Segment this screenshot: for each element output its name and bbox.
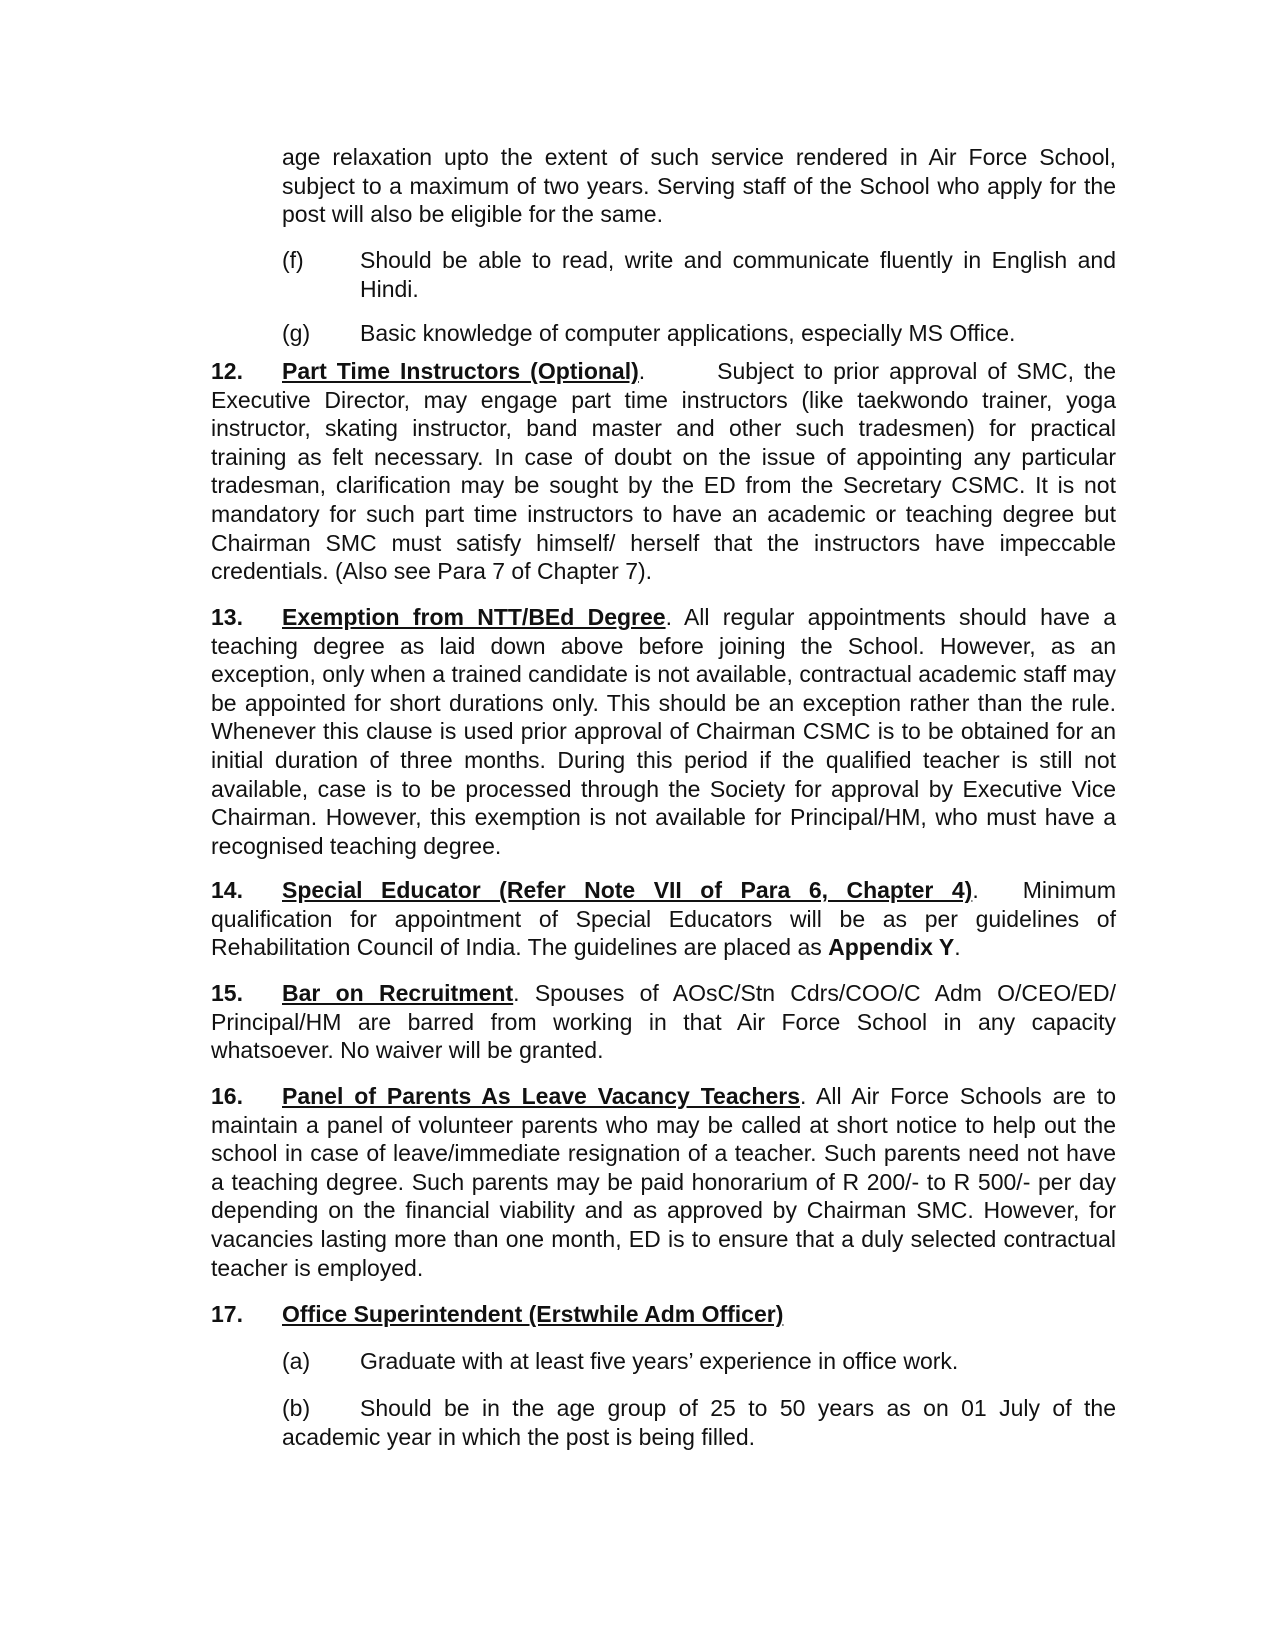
item-a xyxy=(282,1347,1116,1376)
appendix-reference: Appendix Y xyxy=(828,934,955,961)
paragraph-number: 16. xyxy=(211,1083,243,1109)
continuation-text: age relaxation upto the extent of such service rendered in Air Force School, subject to a maximum of two years. Serving staff of the School who apply for the post will also be eligible for the same. xyxy=(282,144,1116,228)
paragraph-body: Spouses of AOsC/Stn Cdrs/COO/C Adm O/CEO/ED/ Principal/HM are barred from working in that Air Force School in any capacity whatsoever. No waiver will be granted. xyxy=(211,980,1117,1064)
item-a-text: Graduate with at least five years’ experience in office work. xyxy=(360,1348,959,1374)
paragraph-heading: Exemption from NTT/BEd Degree xyxy=(282,604,666,630)
paragraph-heading: Part Time Instructors (Optional) xyxy=(282,358,639,384)
paragraph-17 xyxy=(211,1300,1116,1329)
paragraph-body: All Air Force Schools are to maintain a panel of volunteer parents who may be called at short notice to help out the school in case of leave/immediate resignation of a teacher. Such parents need not have a teaching degree. Such parents may be paid honorarium of R 200/- to R 500/- per day depending on the financial viability and as approved by Chairman SMC. However, for vacancies lasting more than one month, ED is to ensure that a duly selected contractual teacher is employed. xyxy=(211,1083,1116,1281)
paragraph-number: 15. xyxy=(211,980,243,1006)
paragraph-number: 12. xyxy=(211,358,243,384)
item-b-label: (b) xyxy=(282,1395,311,1421)
paragraph-heading: Bar on Recruitment xyxy=(282,980,514,1006)
item-g xyxy=(282,319,1116,348)
paragraph-number: 13. xyxy=(211,604,243,630)
item-b xyxy=(282,1394,1116,1451)
paragraph-heading: Office Superintendent (Erstwhile Adm Officer) xyxy=(282,1301,784,1327)
paragraph-number: 17. xyxy=(211,1301,243,1327)
item-f-label: (f) xyxy=(282,247,304,273)
item-g-text: Basic knowledge of computer applications, especially MS Office. xyxy=(360,320,1016,346)
paragraph-15: 15. Bar on Recruitment. Spouses of AOsC/Stn Cdrs/COO/C Adm O/CEO/ED/ Principal/HM are barred from working in that Air Force School in any capacity whatsoever. No waiver will be granted. xyxy=(211,980,1117,1064)
paragraph-body: All regular appointments should have a teaching degree as laid down above before joining the School. However, as an exception, only when a trained candidate is not available, contractual academic staff may be appointed for short durations only. This should be an exception rather than the rule. Whenever this clause is used prior approval of Chairman CSMC is to be obtained for an initial duration of three months. During this period if the qualified teacher is still not available, case is to be processed through the Society for approval by Executive Vice Chairman. However, this exemption is not available for Principal/HM, who must have a recognised teaching degree. xyxy=(211,604,1116,859)
paragraph-13: 13. Exemption from NTT/BEd Degree. All regular appointments should have a teaching degree as laid down above before joining the School. However, as an exception, only when a trained candidate is not available, contractual academic staff may be appointed for short durations only. This should be an exception rather than the rule. Whenever this clause is used prior approval of Chairman CSMC is to be obtained for an initial duration of three months. During this period if the qualified teacher is still not available, case is to be processed through the Society for approval by Executive Vice Chairman. However, this exemption is not available for Principal/HM, who must have a recognised teaching degree. xyxy=(211,604,1116,859)
item-f xyxy=(282,246,1116,303)
paragraph-heading: Panel of Parents As Leave Vacancy Teachers xyxy=(282,1083,800,1109)
item-g-label: (g) xyxy=(282,320,311,346)
item-f-text: Should be able to read, write and communicate fluently in English and Hindi. xyxy=(360,247,1116,302)
paragraph-heading: Special Educator (Refer Note VII of Para 6, Chapter 4) xyxy=(282,877,973,903)
paragraph-16: 16. Panel of Parents As Leave Vacancy Teachers. All Air Force Schools are to maintain a panel of volunteer parents who may be called at short notice to help out the school in case of leave/immediate resignation of a teacher. Such parents need not have a teaching degree. Such parents may be paid honorarium of R 200/- to R 500/- per day depending on the financial viability and as approved by Chairman SMC. However, for vacancies lasting more than one month, ED is to ensure that a duly selected contractual teacher is employed. xyxy=(211,1083,1116,1281)
paragraph-14: 14. Special Educator (Refer Note VII of Para 6, Chapter 4). Minimum qualification for appointment of Special Educators will be as per guidelines of Rehabilitation Council of India. The guidelines are placed as Appendix Y. xyxy=(211,877,1116,961)
paragraph-body: Minimum qualification for appointment of Special Educators will be as per guidelines of Rehabilitation Council of India. The guidelines are placed as xyxy=(211,877,1116,961)
paragraph-number: 14. xyxy=(211,877,243,903)
paragraph-body: Subject to prior approval of SMC, the Executive Director, may engage part time instructors (like taekwondo trainer, yoga instructor, skating instructor, band master and other such tradesmen) for practical training as felt necessary. In case of doubt on the issue of appointing any particular tradesman, clarification may be sought by the ED from the Secretary CSMC. It is not mandatory for such part time instructors to have an academic or teaching degree but Chairman SMC must satisfy himself/ herself that the instructors have impeccable credentials. (Also see Para 7 of Chapter 7). xyxy=(211,358,1116,585)
paragraph-12: 12. Part Time Instructors (Optional). Subject to prior approval of SMC, the Executive Director, may engage part time instructors (like taekwondo trainer, yoga instructor, skating instructor, band master and other such tradesmen) for practical training as felt necessary. In case of doubt on the issue of appointing any particular tradesman, clarification may be sought by the ED from the Secretary CSMC. It is not mandatory for such part time instructors to have an academic or teaching degree but Chairman SMC must satisfy himself/ herself that the instructors have impeccable credentials. (Also see Para 7 of Chapter 7). xyxy=(211,358,1116,585)
item-a-label: (a) xyxy=(282,1348,311,1374)
item-b-text: Should be in the age group of 25 to 50 years as on 01 July of the academic year in which the post is being filled. xyxy=(282,1395,1116,1450)
